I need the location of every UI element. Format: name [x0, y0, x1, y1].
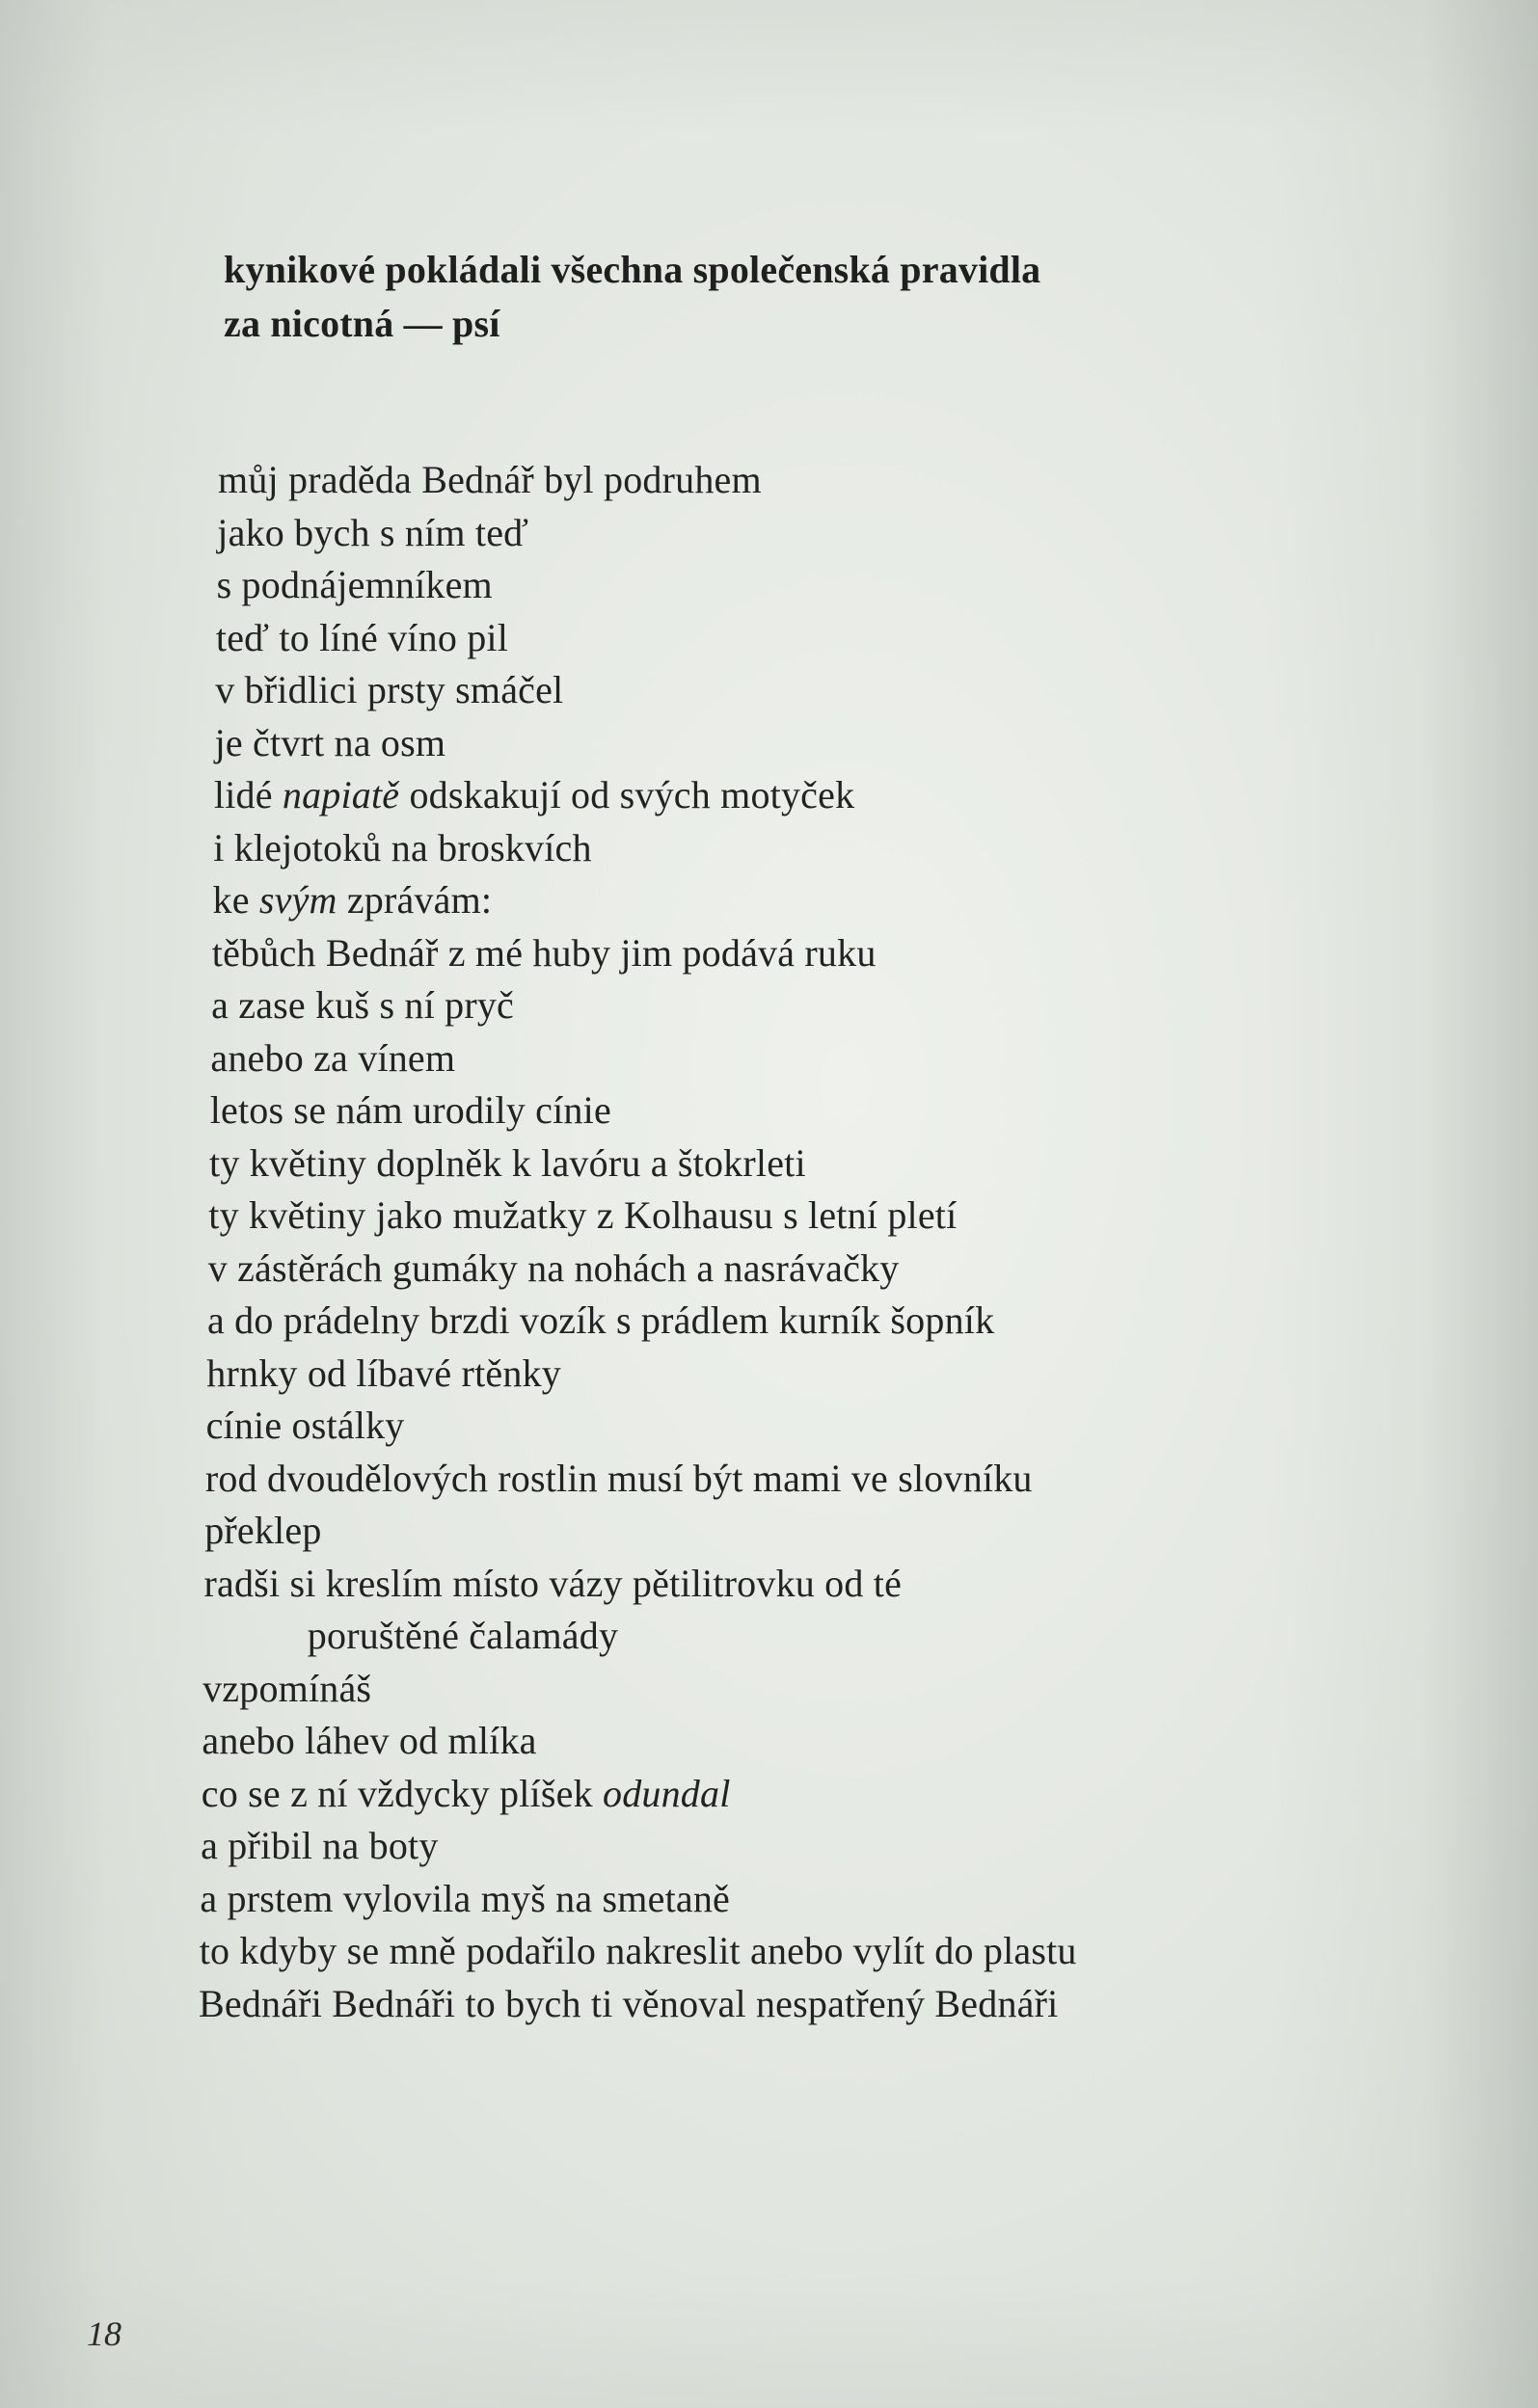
line-text: v zástěrách gumáky na nohách a nasrávačky: [207, 1245, 900, 1290]
poem-line: [210, 1087, 611, 1134]
line-text: Bednáři Bednáři to bych ti věnoval nespatřený Bednáři: [199, 1981, 1059, 2025]
poem-line: [208, 1245, 900, 1292]
italic-word: napiatě: [282, 773, 400, 816]
poem-line: [216, 615, 508, 661]
line-text: poruštěné čalamády: [307, 1614, 619, 1657]
line-text: je čtvrt na osm: [214, 720, 446, 764]
line-text: anebo láhev od mlíka: [202, 1719, 537, 1762]
poem-line: [208, 1192, 957, 1239]
poem-line: [211, 982, 514, 1029]
line-text: i klejotoků na broskvích: [213, 825, 592, 870]
poem-line: [201, 1823, 438, 1869]
poem-line: [207, 1298, 994, 1344]
line-text: hrnky od líbavé rtěnky: [206, 1351, 561, 1395]
line-text: jako bych s ním teď: [217, 510, 529, 554]
line-text: můj praděda Bednář byl podruhem: [218, 458, 762, 501]
poem-line: [213, 825, 592, 871]
line-text: zprávám:: [337, 878, 493, 922]
line-text: s podnájemníkem: [216, 563, 493, 606]
poem-line: [204, 1561, 903, 1607]
line-text: teď to líné víno pil: [215, 615, 509, 659]
line-text: a do prádelny brzdi vozík s prádlem kurník šopník: [207, 1298, 995, 1342]
line-text: ty květiny jako mužatky z Kolhausu s letní pletí: [208, 1193, 958, 1237]
line-text: v břidlici prsty smáčel: [215, 668, 564, 711]
poem-line: [215, 667, 563, 713]
line-text: rod dvoudělových rostlin musí být mami ve slovníku: [204, 1456, 1033, 1500]
line-text: ke: [212, 878, 259, 922]
line-text: vzpomínáš: [202, 1666, 372, 1710]
page-number: 18: [87, 2314, 121, 2353]
poem-line: [202, 1666, 371, 1712]
line-text: to kdyby se mně podařilo nakreslit anebo vylít do plastu: [199, 1929, 1077, 1972]
poem-line: [204, 1508, 321, 1554]
italic-word: svým: [258, 878, 337, 922]
poem-line: [217, 562, 493, 608]
line-text: lidé: [213, 773, 283, 816]
poem-line: [209, 1140, 806, 1187]
poem-line: [202, 1771, 731, 1817]
line-text: a prstem vylovila myš na smetaně: [200, 1876, 730, 1920]
line-text: překlep: [204, 1509, 322, 1552]
poem-line: [218, 457, 762, 503]
line-text: cínie ostálky: [205, 1404, 405, 1447]
line-text: ty květiny doplněk k lavóru a štokrleti: [209, 1140, 806, 1185]
heading-line-1: kynikové pokládali všechna společenská pravidla: [224, 248, 1041, 291]
line-text: a přibil na boty: [201, 1824, 439, 1867]
poem-line: [215, 720, 446, 766]
poem-line: [200, 1876, 730, 1922]
poem-line: [202, 1718, 536, 1764]
heading-line-2: za nicotná — psí: [224, 302, 500, 345]
poem-line: [206, 1351, 561, 1397]
poem-line: [217, 510, 528, 556]
poem-line: [212, 930, 877, 977]
line-text: a zase kuš s ní pryč: [211, 983, 514, 1027]
poem-line: [206, 1403, 405, 1449]
line-text: anebo za vínem: [210, 1035, 456, 1080]
line-text: letos se nám urodily cínie: [209, 1088, 611, 1132]
poem-line: [210, 1035, 455, 1082]
poem-line: [214, 772, 854, 818]
line-text: radši si kreslím místo vázy pětilitrovku od té: [203, 1561, 903, 1605]
poem-line: [308, 1613, 618, 1659]
line-text: těbůch Bednář z mé huby jim podává ruku: [211, 930, 877, 975]
italic-word: odundal: [603, 1771, 731, 1815]
poem-line: [199, 1981, 1058, 2027]
poem-line: [205, 1456, 1033, 1502]
poem-line: [213, 877, 493, 923]
line-text: odskakují od svých motyček: [399, 773, 855, 816]
line-text: co se z ní vždycky plíšek: [201, 1771, 603, 1815]
poem-line: [200, 1928, 1077, 1974]
